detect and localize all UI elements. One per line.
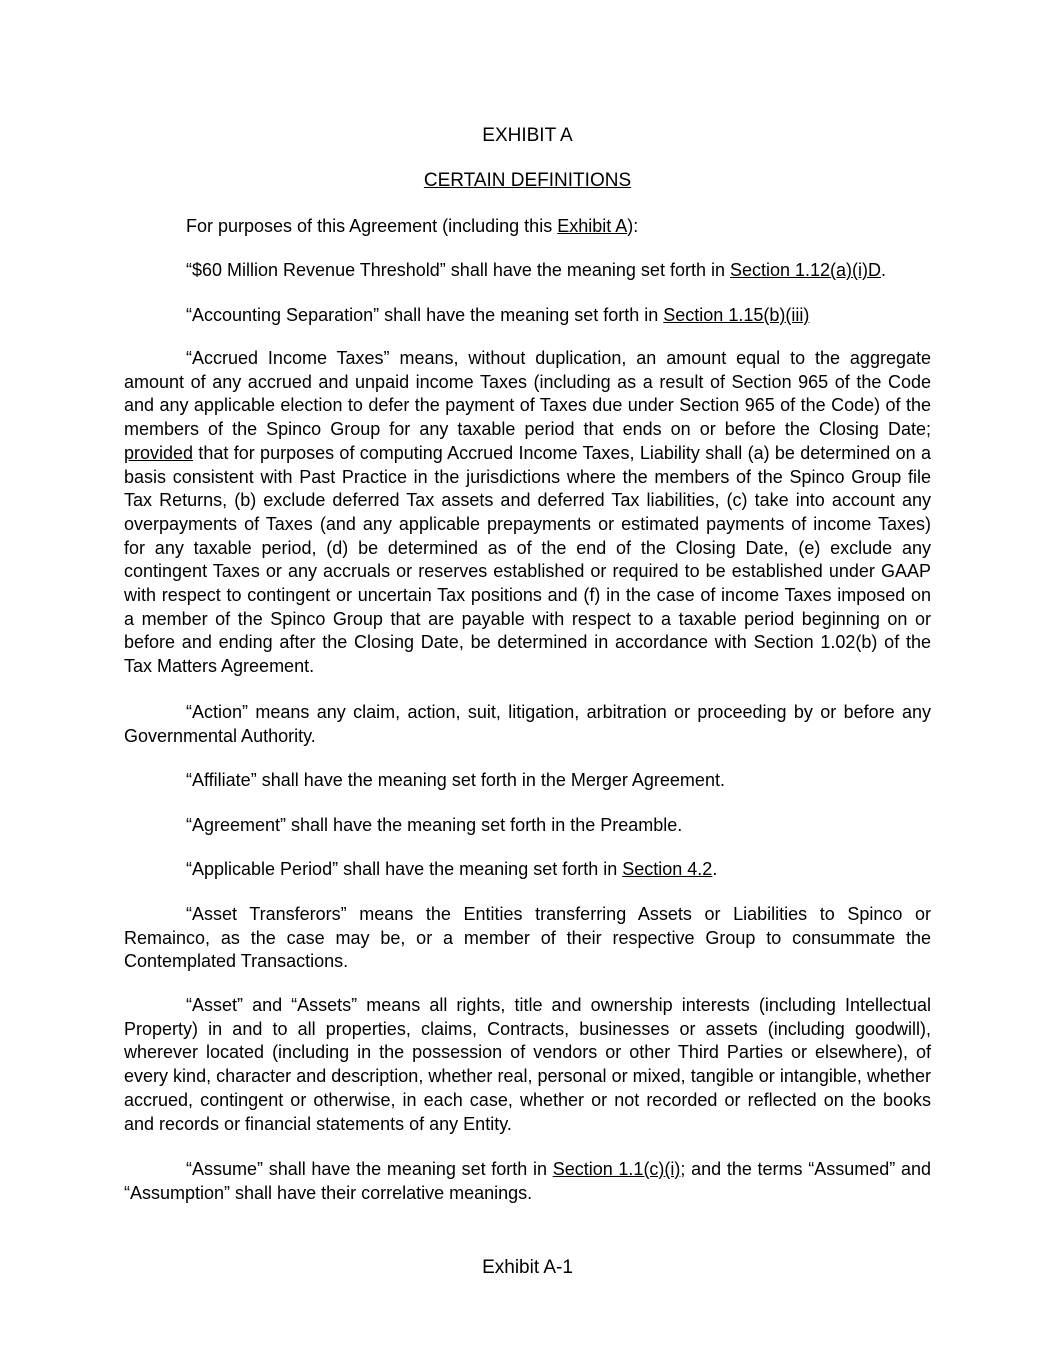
section-reference: Section 1.1(c)(i) [552, 1159, 681, 1179]
page-footer: Exhibit A-1 [482, 1257, 573, 1278]
definition-text: “$60 Million Revenue Threshold” shall have the meaning set forth in [186, 260, 730, 280]
definition-text-end: ; and the terms “Assumed” and “Assumption” shall have their correlative meanings. [124, 1159, 931, 1203]
provided-term: provided [124, 442, 194, 463]
definition-assume [124, 1158, 931, 1205]
definition-accrued-income-taxes [124, 347, 931, 679]
definition-revenue-threshold [124, 259, 931, 283]
intro-suffix: ): [627, 216, 639, 236]
section-title: CERTAIN DEFINITIONS [423, 170, 632, 191]
exhibit-title: EXHIBIT A [482, 125, 573, 146]
definition-asset-transferors: “Asset Transferors” means the Entities transferring Assets or Liabilities to Spinco or Remainco, as the case may be, or a member of their respective Group to consummate the Contemplated Transactions. [124, 904, 931, 972]
definition-text: “Applicable Period” shall have the meaning set forth in [186, 859, 623, 879]
definition-asset: “Asset” and “Assets” means all rights, title and ownership interests (including Intellectual Property) in and to all properties, claims, Contracts, businesses or assets (including goodwill), wherever located (including in the possession of vendors or other Third Parties or elsewhere), of every kind, character and description, whether real, personal or mixed, tangible or intangible, whether accrued, contingent or otherwise, in each case, whether or not recorded or reflected on the books and records or financial statements of any Entity. [124, 995, 931, 1134]
section-reference: Section 1.15(b)(iii) [663, 305, 810, 325]
section-reference: Section 4.2 [622, 859, 713, 879]
intro-paragraph [186, 214, 638, 238]
definition-text-end: that for purposes of computing Accrued Income Taxes, Liability shall (a) be determined on a basis consistent with Past Practice in the jurisdictions where the members of the Spinco Group file Tax Returns, (b) exclude deferred Tax assets and deferred Tax liabilities, (c) take into account any overpayments of Taxes (and any applicable prepayments or estimated payments of income Taxes) for any taxable period, (d) be determined as of the end of the Closing Date, (e) exclude any contingent Taxes or any accruals or reserves established or required to be established under GAAP with respect to contingent or uncertain Tax positions and (f) in the case of income Taxes imposed on a member of the Spinco Group that are payable with respect to a taxable period beginning on or before and ending after the Closing Date, be determined in accordance with Section 1.02(b) of the Tax Matters Agreement. [124, 442, 931, 677]
definition-text: “Accounting Separation” shall have the meaning set forth in [186, 305, 664, 325]
section-reference: Section 1.12(a)(i)D [729, 260, 882, 280]
definition-accounting-separation [124, 304, 931, 328]
exhibit-a-reference: Exhibit A [557, 216, 628, 236]
definition-text-end: . [881, 260, 887, 280]
definition-action: “Action” means any claim, action, suit, litigation, arbitration or proceeding by or before any Governmental Authority. [124, 702, 931, 746]
definition-text-end: . [712, 859, 718, 879]
intro-prefix: For purposes of this Agreement (including this [186, 216, 558, 236]
definition-text: “Accrued Income Taxes” means, without duplication, an amount equal to the aggregate amount of any accrued and unpaid income Taxes (including as a result of Section 965 of the Code and any applicable election to defer the payment of Taxes due under Section 965 of the Code) of the members of the Spinco Group for any taxable period that ends on or before the Closing Date; [124, 348, 931, 440]
definition-text: “Assume” shall have the meaning set forth in [186, 1159, 553, 1179]
definition-affiliate: “Affiliate” shall have the meaning set forth in the Merger Agreement. [186, 770, 725, 790]
definition-applicable-period [124, 858, 931, 882]
definition-agreement: “Agreement” shall have the meaning set forth in the Preamble. [186, 815, 683, 835]
